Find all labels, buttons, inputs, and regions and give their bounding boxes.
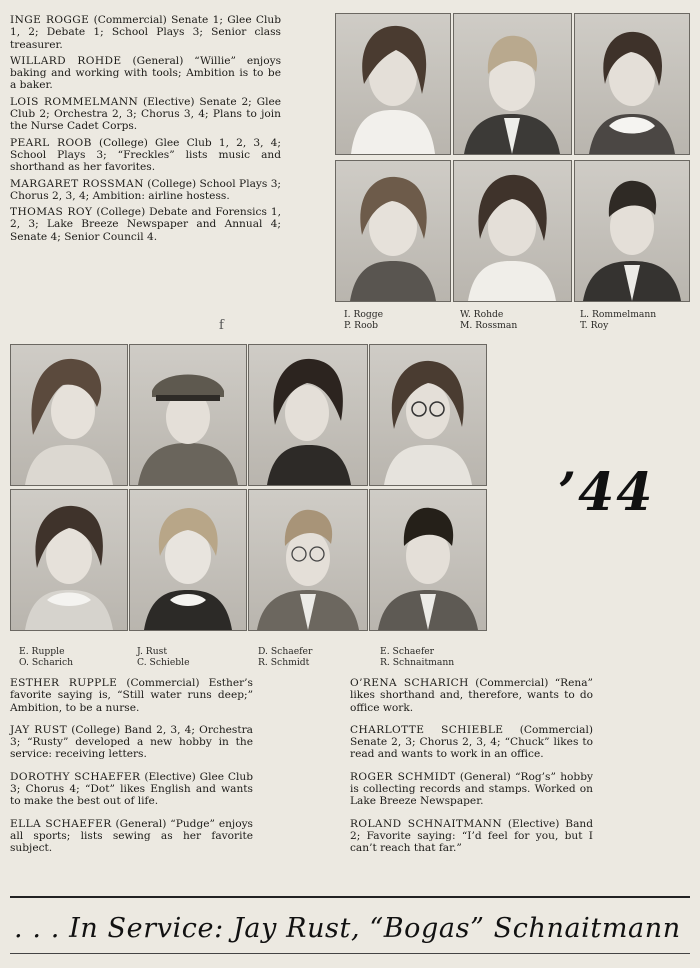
in-service-footer: . . . In Service: Jay Rust, “Bogas” Schnaitmann — [14, 913, 681, 944]
bio-willard-rohde: WILLARD ROHDE (General) “Willie” enjoys baking and working with tools; Ambition is to be a baker. — [10, 54, 282, 92]
portrait-e-schaefer — [369, 344, 487, 486]
bottom-caption-1: E. Rupple O. Scharich — [19, 646, 74, 668]
footer-rule-top — [10, 896, 690, 898]
bio-pearl-roob: PEARL ROOB (College) Glee Club 1, 2, 3, 4; School Plays 3; “Freckles” lists music and shorthand as her favorites. — [10, 136, 281, 174]
portrait-roob — [335, 160, 451, 302]
portrait-rossman — [453, 160, 572, 302]
right-bios — [350, 677, 593, 859]
portrait-rogge — [335, 13, 451, 155]
pencil-mark: f — [219, 318, 224, 333]
top-bios — [10, 14, 281, 247]
bio-dorothy-schaefer: DOROTHY SCHAEFER (Elective) Glee Club 3; Chorus 4; “Dot” likes English and wants to make the best out of life. — [10, 770, 254, 808]
bio-lois-rommelmann: LOIS ROMMELMANN (Elective) Senate 2; Glee Club 2; Orchestra 2, 3; Chorus 3, 4; Plans to join the Nurse Cadet Corps. — [10, 95, 281, 133]
portrait-schieble — [129, 489, 247, 631]
portrait-scharich — [10, 489, 128, 631]
bio-roger-schmidt: ROGER SCHMIDT (General) “Rog’s” hobby is collecting records and stamps. Worked on Lake Breeze Newspaper. — [350, 770, 593, 808]
bottom-caption-2: J. Rust C. Schieble — [137, 646, 190, 668]
top-caption-1: I. Rogge P. Roob — [344, 309, 384, 331]
bio-margaret-rossman: MARGARET ROSSMAN (College) School Plays 3; Chorus 2, 3, 4; Ambition: airline hostess. — [10, 177, 282, 202]
bottom-caption-3: D. Schaefer R. Schmidt — [258, 646, 313, 668]
bio-charlotte-schieble: CHARLOTTE SCHIEBLE (Commercial) Senate 2, 3; Chorus 2, 3, 4; “Chuck” likes to read and wants to work in an office. — [350, 723, 593, 761]
bio-roland-schnaitmann: ROLAND SCHNAITMANN (Elective) Band 2; Favorite saying: “I’d feel for you, but I can’t reach that far.” — [350, 817, 593, 855]
bio-thomas-roy: THOMAS ROY (College) Debate and Forensics 1, 2, 3; Lake Breeze Newspaper and Annual 4; Senate 4; Senior Council 4. — [10, 206, 281, 243]
bio-esther-rupple: ESTHER RUPPLE (Commercial) Esther’s favorite saying is, “Still water runs deep;” Ambition, to be a nurse. — [10, 677, 253, 714]
bio-jay-rust: JAY RUST (College) Band 2, 3, 4; Orchestra 3; “Rusty” developed a new hobby in the service: receiving letters. — [10, 723, 253, 761]
top-caption-2: W. Rohde M. Rossman — [460, 309, 518, 331]
bio-ella-schaefer: ELLA SCHAEFER (General) “Pudge” enjoys all sports; lists sewing as her favorite subject. — [10, 817, 253, 855]
portrait-schnaitmann — [369, 489, 487, 631]
top-caption-3: L. Rommelmann T. Roy — [580, 309, 657, 331]
portrait-rust — [129, 344, 247, 486]
left-bios — [10, 677, 253, 859]
portrait-d-schaefer — [248, 344, 368, 486]
portrait-rohde — [453, 13, 572, 155]
bio-orena-scharich: O’RENA SCHARICH (Commercial) “Rena” likes shorthand and, therefore, wants to do office work. — [350, 677, 593, 714]
portrait-rupple — [10, 344, 128, 486]
portrait-roy — [574, 160, 690, 302]
portrait-schmidt — [248, 489, 368, 631]
portrait-rommelmann — [574, 13, 690, 155]
bio-inge-rogge: INGE ROGGE (Commercial) Senate 1; Glee Club 1, 2; Debate 1; School Plays 3; Senior class treasurer. — [10, 14, 281, 51]
footer-rule-bottom — [10, 953, 690, 954]
year-mark: ’44 — [558, 462, 655, 523]
bottom-caption-4: E. Schaefer R. Schnaitmann — [380, 646, 455, 668]
